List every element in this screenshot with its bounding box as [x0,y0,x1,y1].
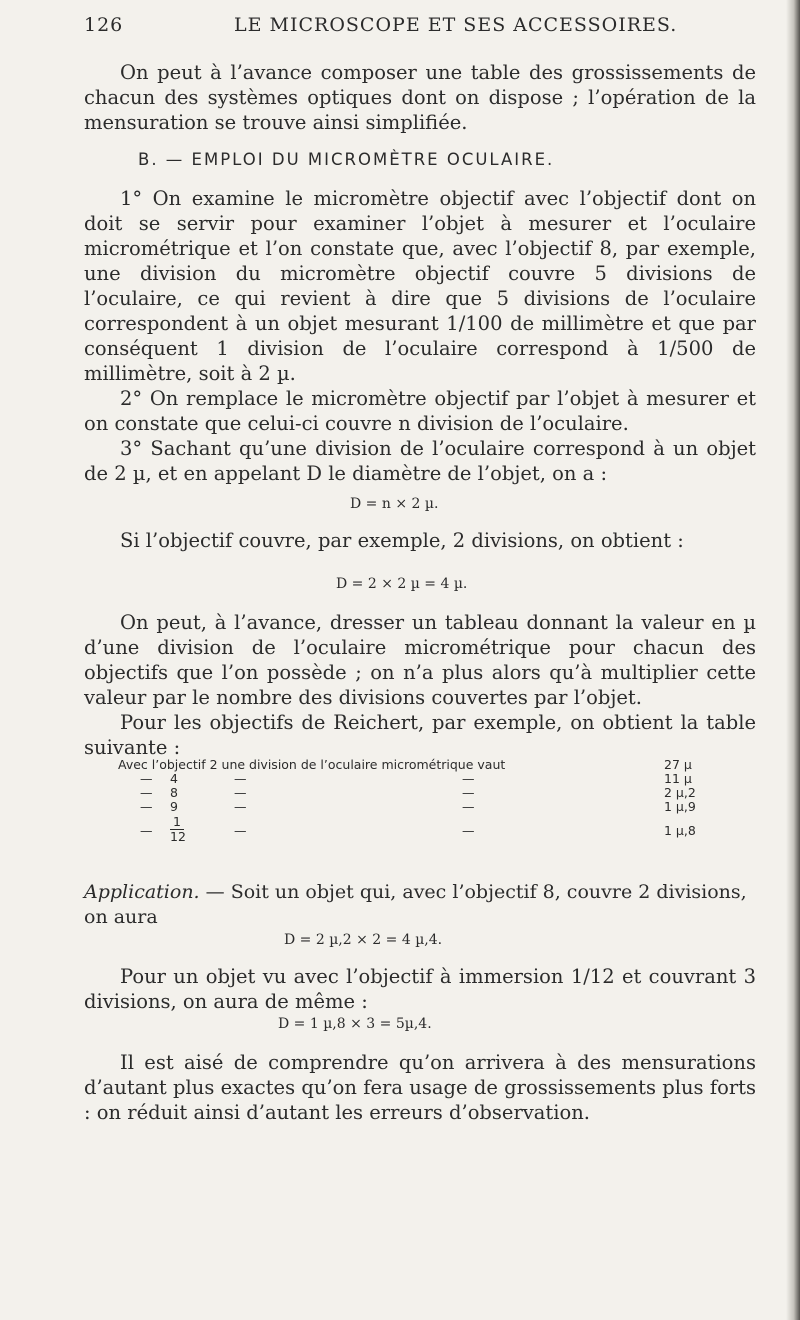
table-row [118,758,708,772]
running-header [84,14,760,44]
objective-number: 8 [170,785,178,800]
paragraph-example: Si l’objectif couvre, par exemple, 2 divisions, on obtient : [120,529,684,552]
fraction-1-12: 1 12 [170,814,186,844]
table-value: 11 µ [664,771,692,786]
paragraph-reichert: Pour les objectifs de Reichert, par exemple, on obtient la table suivante : [84,711,756,759]
table-value: 27 µ [664,757,692,772]
paragraph-intro: On peut à l’avance composer une table des grossissements de chacun des systèmes optiques dont on dispose ; l’opération de la mensuration se trouve ainsi simplifiée. [84,61,756,134]
running-title: LE MICROSCOPE ET SES ACCESSOIRES. [234,14,678,36]
objective-number: 9 [170,799,178,814]
page-number: 126 [84,14,124,36]
application-paragraph: Application. — Soit un objet qui, avec l’objectif 8, couvre 2 divisions, on aura [84,881,747,928]
formula-d-equals-n: D = n × 2 µ. [350,496,439,512]
table-row: — 1 12 — — 1 µ,8 [140,814,696,844]
table-value: 1 µ,8 [664,823,696,838]
paragraph-table-intro: On peut, à l’avance, dresser un tableau donnant la valeur en µ d’une division de l’oculaire micrométrique pour chacun des objectifs que l’on possède ; on n’a plus alors qu’à multiplier cette valeur par le nombre des divisions couvertes par l’objet. [84,611,756,709]
application-label: Application. [84,881,200,903]
paragraph-step-3: 3° Sachant qu’une division de l’oculaire correspond à un objet de 2 µ, et en appelant D le diamètre de l’objet, on a : [84,437,756,485]
table-value: 1 µ,9 [664,799,696,814]
section-title: B. — EMPLOI DU MICROMÈTRE OCULAIRE. [138,150,555,169]
paragraph-conclusion: Il est aisé de comprendre qu’on arrivera à des mensurations d’autant plus exactes qu’on fera usage de grossissements plus forts : on réduit ainsi d’autant les erreurs d’observation. [84,1051,756,1124]
reichert-table [118,758,708,848]
paragraph-step-1: 1° On examine le micromètre objectif avec l’objectif dont on doit se servir pour examiner l’objet à mesurer et l’oculaire micrométrique et l’on constate que, avec l’objectif 8, par exemple, une division du micromètre objectif couvre 5 divisions de l’oculaire, ce qui revient à dire que 5 divisions de l’oculaire correspondent à un objet mesurant 1/100 de millimètre et que par conséquent 1 division de l’oculaire correspond à 1/500 de millimètre, soit à 2 µ. [84,187,756,385]
page-edge-shadow [786,0,800,1320]
formula-application-1: D = 2 µ,2 × 2 = 4 µ,4. [284,932,443,948]
table-row: — 4 — — 11 µ [140,771,692,786]
table-row-text: Avec l’objectif 2 une division de l’oculaire micrométrique vaut [118,757,506,772]
objective-number: 4 [170,771,178,786]
table-value: 2 µ,2 [664,785,696,800]
table-row: — 9 — — 1 µ,9 [140,799,696,814]
formula-example: D = 2 × 2 µ = 4 µ. [336,576,468,592]
formula-application-2: D = 1 µ,8 × 3 = 5µ,4. [278,1016,432,1032]
paragraph-immersion: Pour un objet vu avec l’objectif à immersion 1/12 et couvrant 3 divisions, on aura de même : [84,965,756,1013]
table-row: — 8 — — 2 µ,2 [140,785,696,800]
paragraph-step-2: 2° On remplace le micromètre objectif par l’objet à mesurer et on constate que celui-ci couvre n division de l’oculaire. [84,387,756,435]
